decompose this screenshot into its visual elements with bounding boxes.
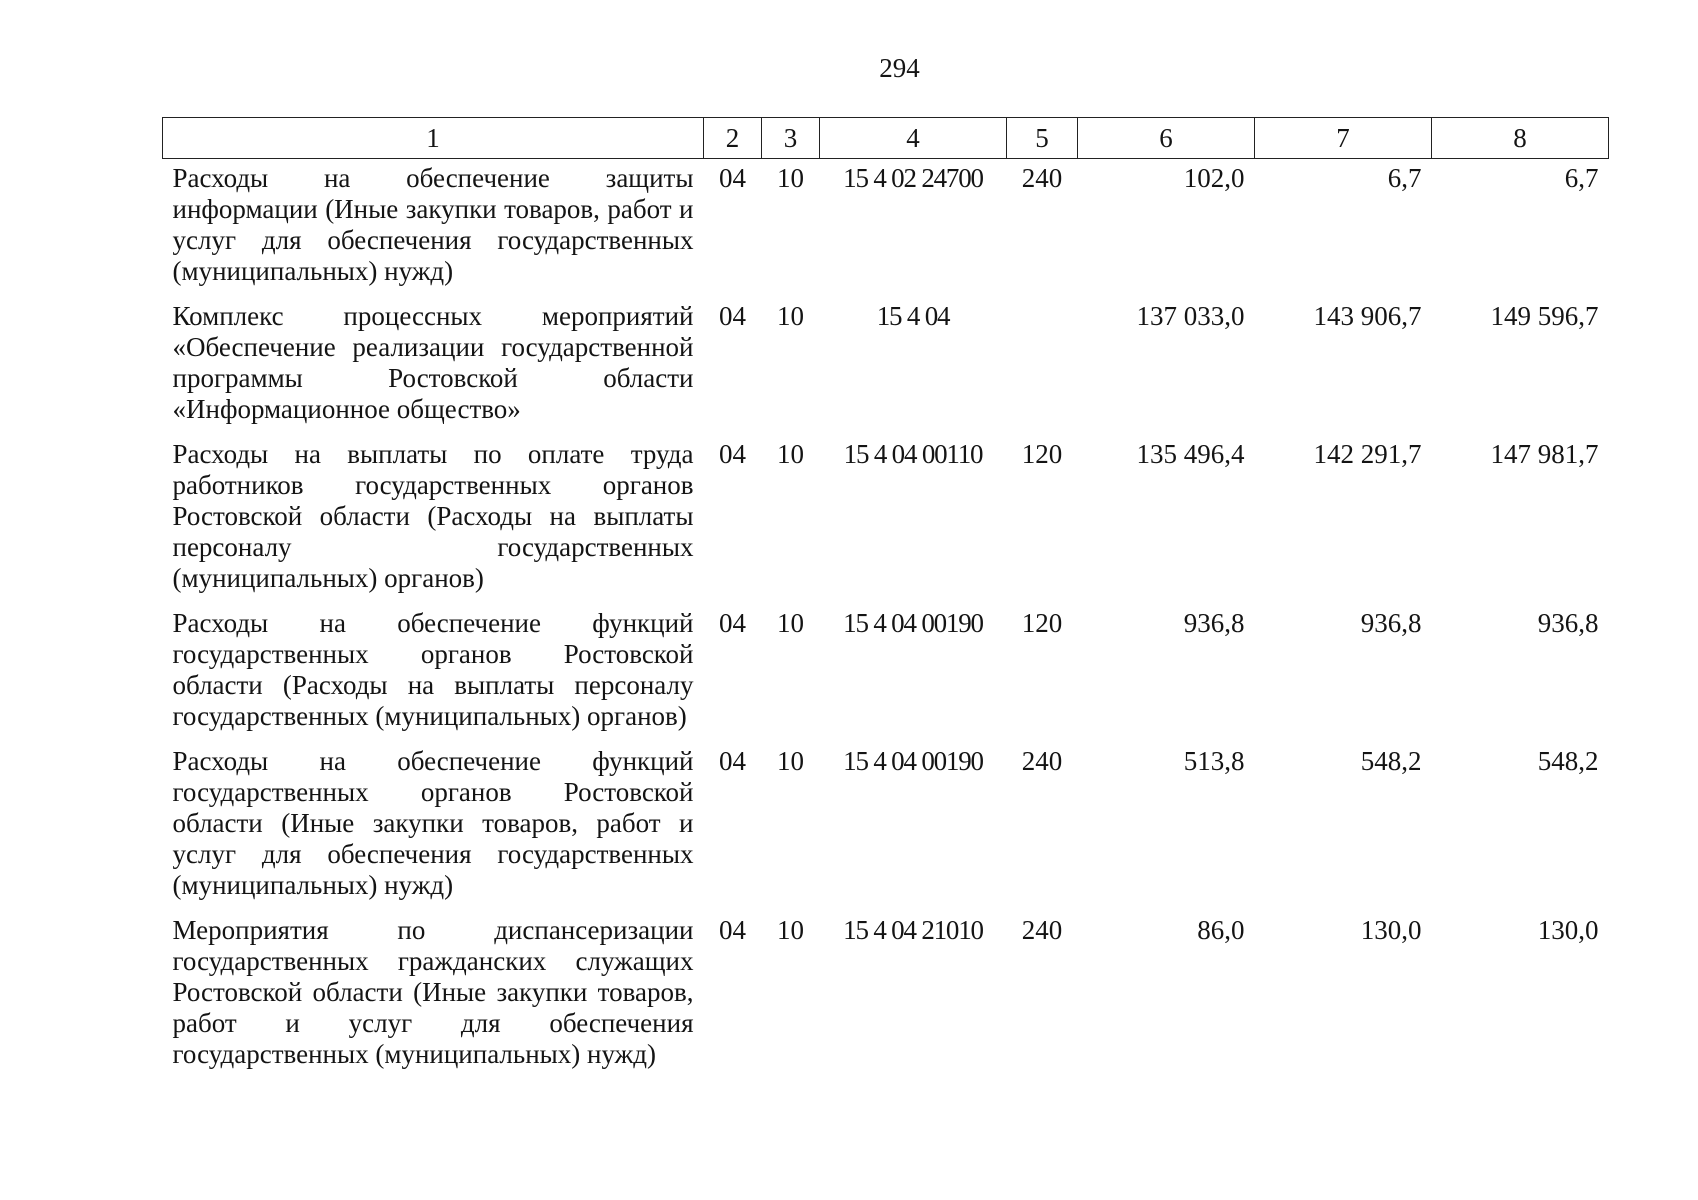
row-amount-year-2: 143 906,7 xyxy=(1313,301,1422,331)
row-expense-type: 240 xyxy=(1021,915,1063,945)
header-col-3: 3 xyxy=(762,118,820,159)
row-target-article: 15 4 04 00190 xyxy=(843,746,983,776)
row-subsection: 10 xyxy=(777,608,804,638)
table-row xyxy=(163,911,1609,1080)
row-description: Комплекс процессных мероприятий «Обеспечение реализации государственной программы Ростовской области «Информационное общество» xyxy=(172,301,694,424)
row-expense-type: 120 xyxy=(1021,439,1063,469)
row-amount-year-1: 135 496,4 xyxy=(1136,439,1245,469)
table-header xyxy=(163,118,1609,159)
row-expense-type: 240 xyxy=(1021,163,1063,193)
row-subsection: 10 xyxy=(777,746,804,776)
row-amount-year-1: 513,8 xyxy=(1183,746,1245,776)
row-subsection: 10 xyxy=(777,163,804,193)
row-amount-year-3: 936,8 xyxy=(1537,608,1599,638)
row-description: Расходы на выплаты по оплате труда работников государственных органов Ростовской области (Расходы на выплаты персоналу государственных (муниципальных) органов) xyxy=(172,439,694,593)
table-body xyxy=(163,159,1609,1081)
row-amount-year-3: 149 596,7 xyxy=(1490,301,1599,331)
row-subsection: 10 xyxy=(777,915,804,945)
row-section: 04 xyxy=(719,163,746,193)
row-section: 04 xyxy=(719,301,746,331)
row-expense-type: 120 xyxy=(1021,608,1063,638)
row-target-article: 15 4 02 24700 xyxy=(843,163,983,193)
row-expense-type: 240 xyxy=(1021,746,1063,776)
row-amount-year-1: 936,8 xyxy=(1183,608,1245,638)
row-amount-year-2: 936,8 xyxy=(1360,608,1422,638)
header-col-4: 4 xyxy=(820,118,1007,159)
row-amount-year-1: 137 033,0 xyxy=(1136,301,1245,331)
row-section: 04 xyxy=(719,746,746,776)
header-row xyxy=(163,118,1609,159)
row-amount-year-3: 130,0 xyxy=(1537,915,1599,945)
row-description: Расходы на обеспечение функций государственных органов Ростовской области (Расходы на выплаты персоналу государственных (муниципальных) органов) xyxy=(172,608,694,731)
header-col-2: 2 xyxy=(704,118,762,159)
row-section: 04 xyxy=(719,608,746,638)
row-description: Расходы на обеспечение функций государственных органов Ростовской области (Иные закупки товаров, работ и услуг для обеспечения государственных (муниципальных) нужд) xyxy=(172,746,694,900)
row-amount-year-3: 147 981,7 xyxy=(1490,439,1599,469)
table-row xyxy=(163,435,1609,604)
header-col-8: 8 xyxy=(1432,118,1609,159)
row-target-article: 15 4 04 xyxy=(876,301,950,331)
row-amount-year-2: 6,7 xyxy=(1387,163,1422,193)
row-section: 04 xyxy=(719,915,746,945)
row-expense-type xyxy=(1007,297,1078,435)
row-target-article: 15 4 04 21010 xyxy=(843,915,983,945)
row-amount-year-2: 548,2 xyxy=(1360,746,1422,776)
row-subsection: 10 xyxy=(777,439,804,469)
header-col-1: 1 xyxy=(163,118,704,159)
row-description: Расходы на обеспечение защиты информации (Иные закупки товаров, работ и услуг для обеспечения государственных (муниципальных) нужд) xyxy=(172,163,694,286)
header-col-6: 6 xyxy=(1078,118,1255,159)
table-row xyxy=(163,159,1609,298)
row-amount-year-1: 102,0 xyxy=(1183,163,1245,193)
row-amount-year-1: 86,0 xyxy=(1197,915,1245,945)
table-row xyxy=(163,297,1609,435)
table-row xyxy=(163,742,1609,911)
budget-table xyxy=(162,117,1609,1080)
row-amount-year-2: 130,0 xyxy=(1360,915,1422,945)
page-number: 294 xyxy=(879,53,920,83)
row-amount-year-3: 6,7 xyxy=(1564,163,1599,193)
row-subsection: 10 xyxy=(777,301,804,331)
header-col-5: 5 xyxy=(1007,118,1078,159)
row-section: 04 xyxy=(719,439,746,469)
row-description: Мероприятия по диспансеризации государственных гражданских служащих Ростовской области (Иные закупки товаров, работ и услуг для обеспечения государственных (муниципальных) нужд) xyxy=(172,915,694,1069)
row-amount-year-3: 548,2 xyxy=(1537,746,1599,776)
header-col-7: 7 xyxy=(1255,118,1432,159)
table-row xyxy=(163,604,1609,742)
row-amount-year-2: 142 291,7 xyxy=(1313,439,1422,469)
row-target-article: 15 4 04 00190 xyxy=(843,608,983,638)
row-target-article: 15 4 04 00110 xyxy=(843,439,983,469)
